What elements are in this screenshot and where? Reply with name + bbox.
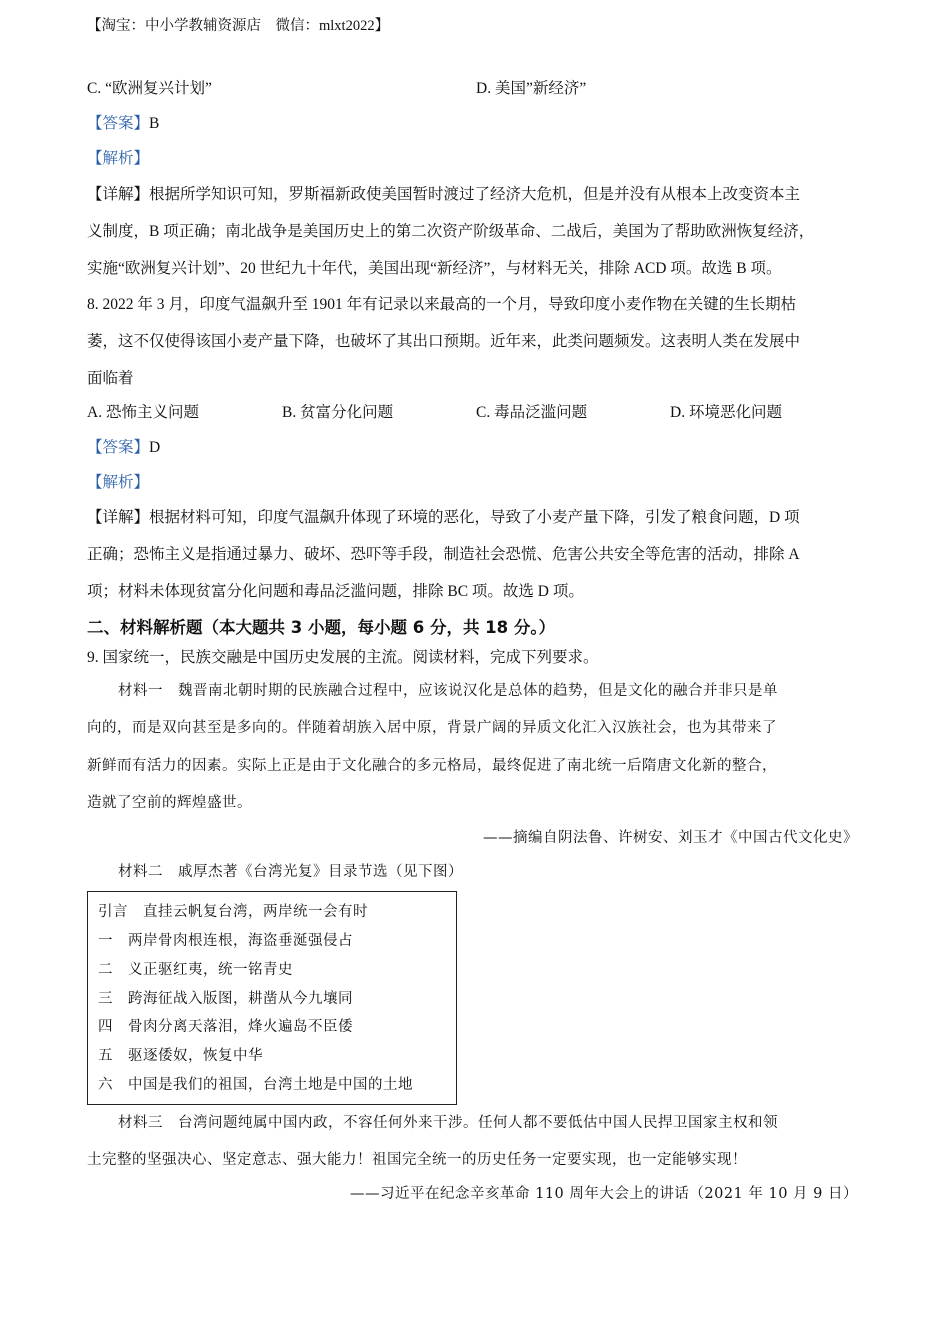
q8-stem-line-1: 8. 2022 年 3 月，印度气温飙升至 1901 年有记录以来最高的一个月，导致印度小麦作物在关键的生长期枯 bbox=[87, 296, 797, 313]
header-shop: 【淘宝：中小学教辅资源店 bbox=[87, 18, 261, 34]
header-watermark bbox=[87, 14, 389, 35]
header-wechat: 微信：mlxt2022】 bbox=[275, 18, 390, 34]
q8-option-a: A. 恐怖主义问题 bbox=[87, 404, 199, 421]
q8-stem-line-3: 面临着 bbox=[87, 370, 134, 387]
material1-line-4: 造就了空前的辉煌盛世。 bbox=[87, 795, 252, 811]
toc-item: 引言 直挂云帆复台湾，两岸统一会有时 bbox=[98, 904, 368, 920]
material1-line-2: 向的，而是双向甚至是多向的。伴随着胡族入居中原，背景广阔的异质文化汇入汉族社会，也为其带来了 bbox=[87, 720, 777, 736]
q8-stem-line-2: 萎，这不仅使得该国小麦产量下降，也破坏了其出口预期。近年来，此类问题频发。这表明人类在发展中 bbox=[87, 333, 801, 350]
q7-analysis-label: 【解析】 bbox=[87, 150, 150, 167]
material1-line-1: 材料一 魏晋南北朝时期的民族融合过程中，应该说汉化是总体的趋势，但是文化的融合并非只是单 bbox=[118, 683, 778, 699]
section2-heading: 二、材料解析题（本大题共 3 小题，每小题 6 分，共 18 分。） bbox=[87, 618, 556, 637]
answer-label: 【答案】 bbox=[87, 115, 150, 132]
detail-label: 【详解】 bbox=[87, 186, 150, 203]
toc-item: 四 骨肉分离天落泪，烽火遍岛不臣倭 bbox=[98, 1019, 353, 1035]
q7-option-c: C. “欧洲复兴计划” bbox=[87, 80, 212, 97]
q7-option-d: D. 美国”新经济” bbox=[476, 80, 587, 97]
q7-answer bbox=[87, 111, 159, 133]
q8-option-d: D. 环境恶化问题 bbox=[670, 404, 782, 421]
material3-source: ——习近平在纪念辛亥革命 110 周年大会上的讲话（2021 年 10 月 9 日） bbox=[349, 1186, 858, 1202]
q8-analysis-label: 【解析】 bbox=[87, 474, 150, 491]
q8-option-b: B. 贫富分化问题 bbox=[282, 404, 394, 421]
q8-option-c: C. 毒品泛滥问题 bbox=[476, 404, 588, 421]
material1-line-3: 新鲜而有活力的因素。实际上正是由于文化融合的多元格局，最终促进了南北统一后隋唐文化新的整合， bbox=[87, 758, 777, 774]
q7-detail-line-2: 义制度，B 项正确；南北战争是美国历史上的第二次资产阶级革命、二战后，美国为了帮助欧洲恢复经济， bbox=[87, 223, 815, 240]
toc-item: 三 跨海征战入版图，耕凿从今九壤同 bbox=[98, 991, 353, 1007]
toc-item: 六 中国是我们的祖国，台湾土地是中国的土地 bbox=[98, 1077, 413, 1093]
q7-detail-line-3: 实施“欧洲复兴计划”、20 世纪九十年代，美国出现“新经济”，与材料无关，排除 ACD 项。故选 B 项。 bbox=[87, 260, 782, 277]
material3-line-2: 土完整的坚强决心、坚定意志、强大能力！祖国完全统一的历史任务一定要实现，也一定能够实现！ bbox=[87, 1152, 747, 1168]
answer-value: D bbox=[149, 439, 161, 456]
toc-item: 一 两岸骨肉根连根，海盗垂涎强侵占 bbox=[98, 933, 353, 949]
detail-label: 【详解】 bbox=[87, 509, 150, 526]
toc-item: 五 驱逐倭奴，恢复中华 bbox=[98, 1048, 263, 1064]
detail-text: 根据材料可知，印度气温飙升体现了环境的恶化，导致了小麦产量下降，引发了粮食问题，D 项 bbox=[149, 509, 800, 526]
toc-box bbox=[87, 891, 457, 1105]
detail-text: 根据所学知识可知，罗斯福新政使美国暂时渡过了经济大危机，但是并没有从根本上改变资本主 bbox=[149, 186, 801, 203]
answer-label: 【答案】 bbox=[87, 439, 150, 456]
material1-source: ——摘编自阴法鲁、许树安、刘玉才《中国古代文化史》 bbox=[483, 830, 858, 846]
q8-detail-line-1 bbox=[87, 505, 800, 527]
q8-answer bbox=[87, 435, 160, 457]
q8-detail-line-3: 项；材料未体现贫富分化问题和毒品泛滥问题，排除 BC 项。故选 D 项。 bbox=[87, 583, 584, 600]
q9-stem: 9. 国家统一，民族交融是中国历史发展的主流。阅读材料，完成下列要求。 bbox=[87, 649, 599, 666]
q7-detail-line-1 bbox=[87, 182, 800, 204]
answer-value: B bbox=[149, 115, 160, 132]
material3-line-1: 材料三 台湾问题纯属中国内政，不容任何外来干涉。任何人都不要低估中国人民捍卫国家主权和领 bbox=[118, 1115, 778, 1131]
material2-intro: 材料二 戚厚杰著《台湾光复》目录节选（见下图） bbox=[118, 864, 463, 880]
q8-detail-line-2: 正确；恐怖主义是指通过暴力、破坏、恐吓等手段，制造社会恐慌、危害公共安全等危害的活动，排除 A bbox=[87, 546, 800, 563]
toc-item: 二 义正驱红夷，统一铭青史 bbox=[98, 962, 293, 978]
